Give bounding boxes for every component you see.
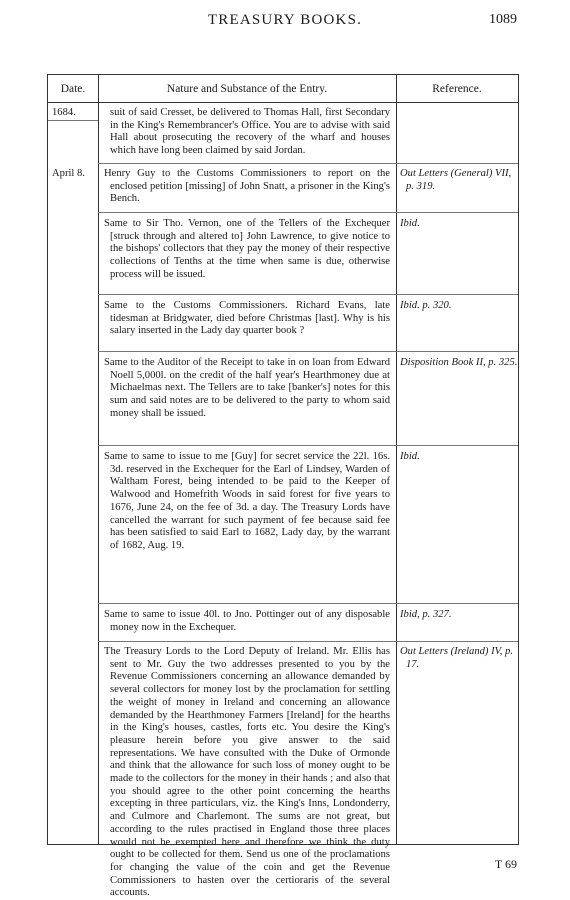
page-header — [0, 0, 570, 40]
entry-reference: Disposition Book II, p. 325. — [400, 357, 518, 368]
row-divider — [396, 603, 518, 604]
row-divider — [396, 351, 518, 352]
row-divider — [98, 212, 396, 213]
entry-text: Same to the Customs Commissioners. Richard Evans, late tidesman at Bridgwater, died before Christmas [last]. Why is his salary inserted in the Lady day quarter book ? — [104, 300, 390, 337]
entry-text: Same to same to issue to me [Guy] for secret service the 22l. 16s. 3d. reserved in the Exchequer for the Earl of Lindsey, Warden of Waltham Forest, being intended to be paid to the Keeper of Walwood and Homefrith Woods in said forest for five years to 1676, June 24, on the fee of 3d. a day. The Treasury Lords have cancelled the warrant for such payment of fee because said fee has been satisfied to said Earl to 1682, Lady day, by the warrant of 1682, Aug. 19. — [104, 451, 390, 551]
running-title: TREASURY BOOKS. — [207, 12, 363, 28]
row-divider — [396, 641, 518, 642]
row-divider — [98, 294, 396, 295]
row-divider — [396, 212, 518, 213]
column-header-date: Date. — [60, 83, 86, 95]
entry-text: The Treasury Lords to the Lord Deputy of Ireland. Mr. Ellis has sent to Mr. Guy the two addresses presented to you by the Revenue Commissioners concerning an allowance demanded by several collectors for money lost by the proclamation for settling the weight of money in Ireland and concerning an allowance demanded by the Hearthmoney Farmers [Ireland] for the hearths in the King's houses, castles, forts etc. You desire the King's pleasure herein before you give answer to the said representations. We have consulted with the Duke of Ormonde and think that the allowance for such loss of money ought to be made to the collectors for the money in their hands ; and also that you should agree to the other point concerning the hearths excepting in three particulars, viz. the King's Inns, Londonderry, and Culmore and Charlemont. The sums are not great, but according to the rules practised in England those three places would not be exempted here and therefore we think the duty ought to be collected for them. Send us one of the proclamations for changing the value of the coin and get the Revenue Commissioners to hasten over the certioraris of the several accounts. — [104, 646, 390, 899]
table-header-row — [48, 75, 518, 103]
entry-date: April 8. — [52, 168, 85, 179]
entry-reference: Ibid, p. 327. — [400, 609, 452, 620]
entry-reference: Ibid. — [400, 218, 420, 229]
entry-text: Same to the Auditor of the Receipt to take in on loan from Edward Noell 5,000l. on the credit of the half year's Hearthmoney due at Michaelmas next. The Tellers are to take [banker's] notes for this sum and said notes are to be delivered to the party to whom said money shall be issued. — [104, 357, 390, 419]
row-divider — [396, 294, 518, 295]
entry-text: Same to Sir Tho. Vernon, one of the Tellers of the Exchequer [struck through and altered to] John Lawrence, to give notice to the bishops' collectors that they pay the money of their respective collections of Tenths at the time when same is due, otherwise process will be issued. — [104, 218, 390, 280]
row-divider — [48, 120, 98, 121]
row-divider — [98, 351, 396, 352]
entry-text: Henry Guy to the Customs Commissioners to report on the enclosed petition [missing] of John Snatt, a prisoner in the King's Bench. — [104, 168, 390, 205]
entry-text: suit of said Cresset, be delivered to Thomas Hall, first Secondary in the King's Remembrancer's Office. You are to advise with said Hall about prosecuting the recovery of the wharf and houses which have long been claimed by said Jordan. — [110, 107, 390, 157]
row-divider — [98, 603, 396, 604]
row-divider — [98, 445, 396, 446]
row-divider — [396, 163, 518, 164]
entry-date: 1684. — [52, 107, 76, 118]
row-divider — [396, 445, 518, 446]
page-number: 1089 — [489, 12, 517, 27]
entry-reference: Out Letters (Ireland) IV, p. 17. — [400, 646, 513, 670]
row-divider — [98, 163, 396, 164]
entry-reference: Ibid. p. 320. — [400, 300, 452, 311]
entry-text: Same to same to issue 40l. to Jno. Pottinger out of any disposable money now in the Exchequer. — [104, 609, 390, 633]
entry-reference: Out Letters (General) VII, p. 319. — [400, 168, 512, 192]
column-header-nature: Nature and Substance of the Entry. — [166, 83, 328, 95]
signature-mark: T 69 — [494, 857, 517, 871]
column-header-reference: Reference. — [432, 83, 482, 95]
entry-reference: Ibid. — [400, 451, 420, 462]
row-divider — [98, 641, 396, 642]
